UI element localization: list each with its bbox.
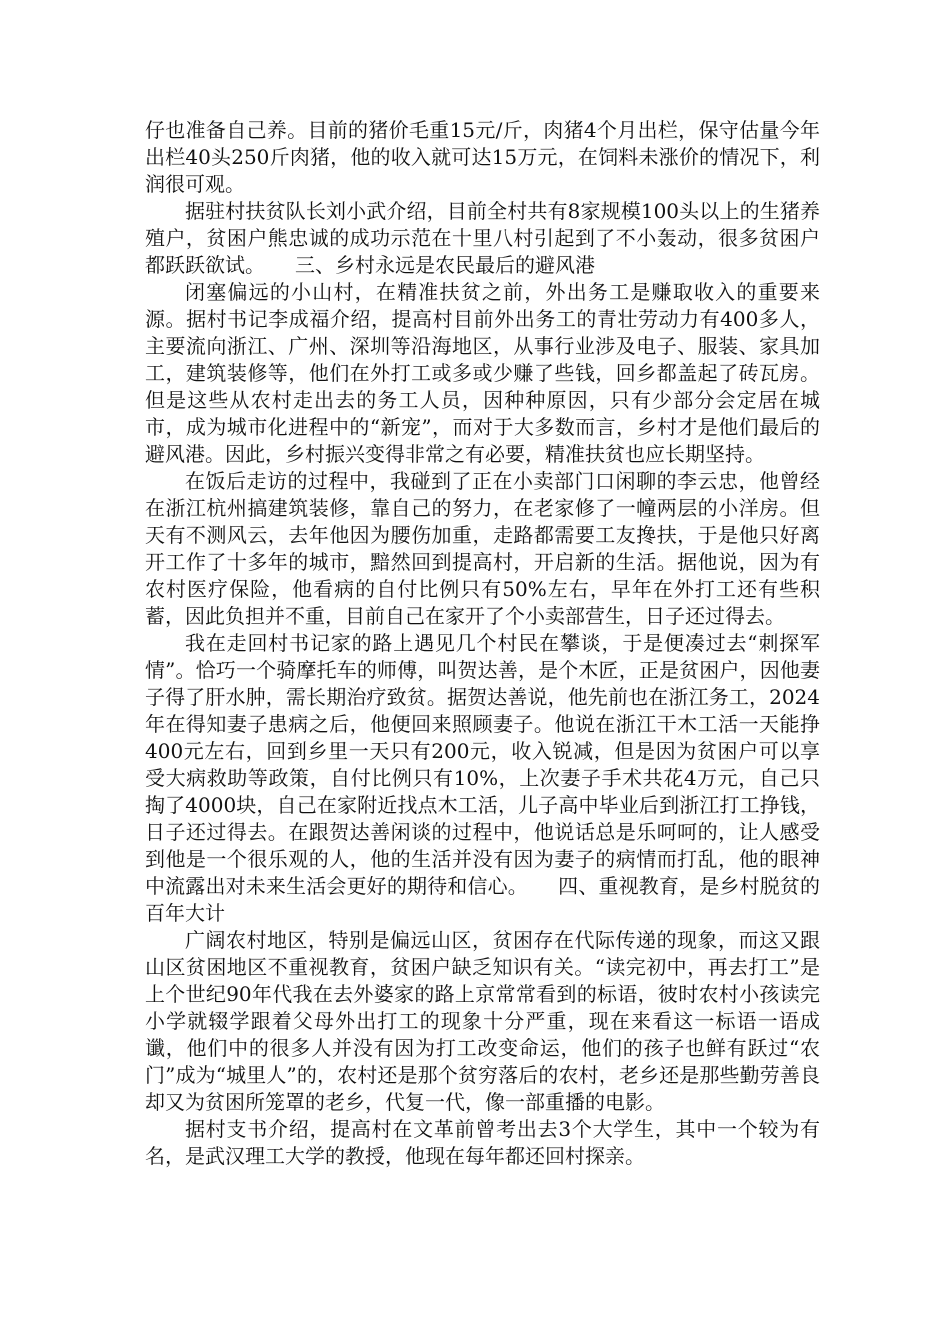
document-body bbox=[145, 117, 820, 1170]
paragraph-li-yunzhong: 在饭后走访的过程中，我碰到了正在小卖部门口闲聊的李云忠，他曾经在浙江杭州搞建筑装修，靠自己的努力，在老家修了一幢两层的小洋房。但天有不测风云，去年他因为腰伤加重，走路都需要工友搀扶，于是他只好离开工作了十多年的城市，黯然回到提高村，开启新的生活。据他说，因为有农村医疗保险，他看病的自付比例只有50%左右，早年在外打工还有些积蓄，因此负担并不重，目前自己在家开了个小卖部营生，日子还过得去。 bbox=[145, 469, 820, 628]
paragraph-education: 广阔农村地区，特别是偏远山区，贫困存在代际传递的现象，而这又跟山区贫困地区不重视教育，贫困户缺乏知识有关。“读完初中，再去打工”是上个世纪90年代我在去外婆家的路上京常常看到的标语，彼时农村小孩读完小学就辍学跟着父母外出打工的现象十分严重，现在来看这一标语一语成谶，他们中的很多人并没有因为打工改变命运，他们的孩子也鲜有跃过“农门”成为“城里人”的，农村还是那个贫穷落后的农村，老乡还是那些勤劳善良却又为贫困所笼罩的老乡，代复一代，像一部重播的电影。 bbox=[145, 928, 820, 1114]
paragraph-migrant-workers: 闭塞偏远的小山村，在精准扶贫之前，外出务工是赚取收入的重要来源。据村书记李成福介绍，提高村目前外出务工的青壮劳动力有400多人，主要流向浙江、广州、深圳等沿海地区，从事行业涉及电子、服装、家具加工，建筑装修等，他们在外打工或多或少赚了些钱，回乡都盖起了砖瓦房。但是这些从农村走出去的务工人员，因种种原因，只有少部分会定居在城市，成为城市化进程中的“新宠”，而对于大多数而言，乡村才是他们最后的避风港。因此，乡村振兴变得非常之有必要，精准扶贫也应长期坚持。 bbox=[145, 280, 820, 466]
paragraph-pig-income: 仔也准备自己养。目前的猪价毛重15元/斤，肉猪4个月出栏，保守估量今年出栏40头250斤肉猪，他的收入就可达15万元，在饲料未涨价的情况下，利润很可观。 bbox=[145, 118, 820, 196]
paragraph-he-dashan: 我在走回村书记家的路上遇见几个村民在攀谈，于是便凑过去“刺探军情”。恰巧一个骑摩托车的师傅，叫贺达善，是个木匠，正是贫困户，因他妻子得了肝水肿，需长期治疗致贫。据贺达善说，他先前也在浙江务工，2024年在得知妻子患病之后，他便回来照顾妻子。他说在浙江干木工活一天能挣400元左右，回到乡里一天只有200元，收入锐减，但是因为贫困户可以享受大病救助等政策，自付比例只有10%，上次妻子手术共花4万元，自己只掏了4000块，自己在家附近找点木工活，儿子高中毕业后到浙江打工挣钱，日子还过得去。在跟贺达善闲谈的过程中，他说话总是乐呵呵的，让人感受到他是一个很乐观的人，他的生活并没有因为妻子的病情而打乱，他的眼神中流露出对未来生活会更好的期待和信心。 四、重视教育，是乡村脱贫的百年大计 bbox=[145, 631, 820, 925]
paragraph-college-students: 据村支书介绍，提高村在文革前曾考出去3个大学生，其中一个较为有名，是武汉理工大学的教授，他现在每年都还回村探亲。 bbox=[145, 1117, 820, 1168]
paragraph-pig-farms: 据驻村扶贫队长刘小武介绍，目前全村共有8家规模100头以上的生猪养殖户，贫困户熊忠诚的成功示范在十里八村引起到了不小轰动，很多贫困户都跃跃欲试。 三、乡村永远是农民最后的避风港 bbox=[145, 199, 820, 277]
